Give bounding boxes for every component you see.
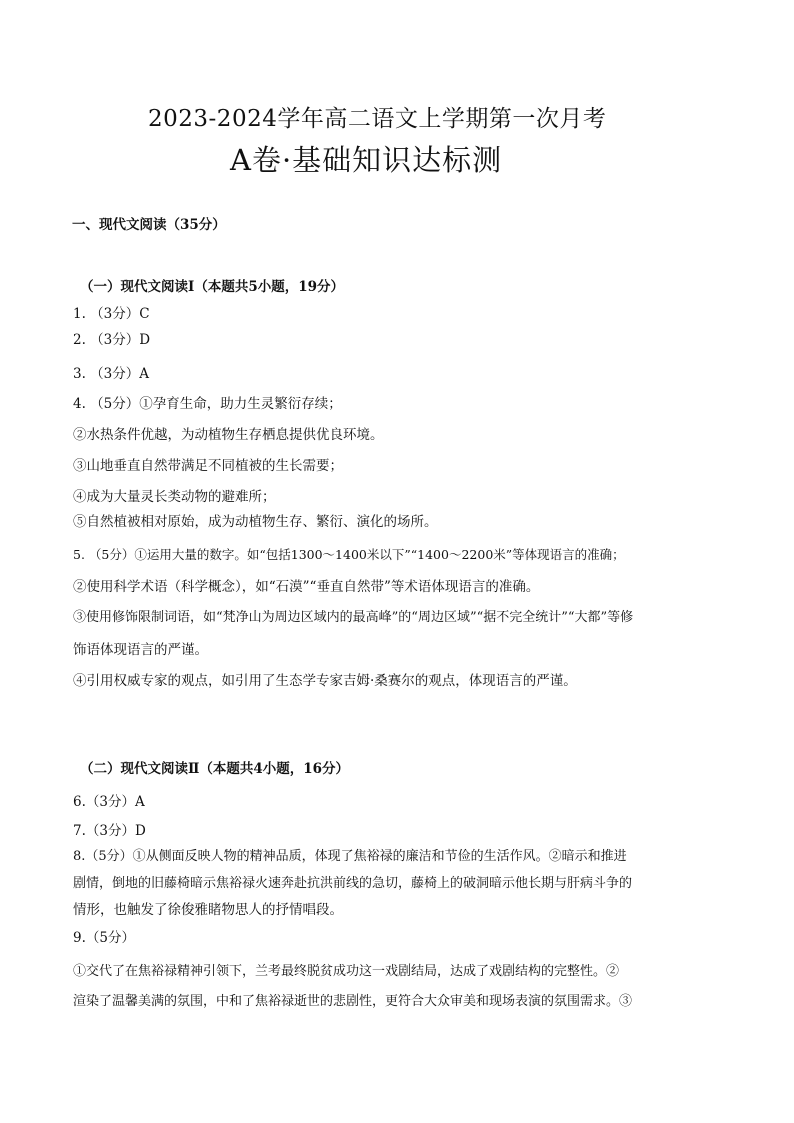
- exam-title: 2023-2024学年高二语文上学期第一次月考: [148, 106, 607, 132]
- answer-line: 6.（3分）A: [73, 794, 145, 810]
- answer-line: 2. （3分）D: [73, 332, 151, 348]
- answer-line: ③使用修饰限制词语，如“梵净山为周边区域内的最高峰”的“周边区域”“据不完全统计”“大都”等修: [73, 610, 634, 625]
- answer-line: 9.（5分）: [73, 930, 135, 946]
- answer-line: 4. （5分）①孕育生命，助力生灵繁衍存续；: [73, 396, 342, 412]
- answer-line: 剧情，倒地的旧藤椅暗示焦裕禄火速奔赴抗洪前线的急切，藤椅上的破洞暗示他长期与肝病斗争的: [73, 876, 633, 891]
- answer-line: 8.（5分）①从侧面反映人物的精神品质，体现了焦裕禄的廉洁和节俭的生活作风。②暗示和推进: [73, 849, 627, 864]
- answer-line: ④引用权威专家的观点，如引用了生态学专家吉姆·桑赛尔的观点，体现语言的严谨。: [73, 673, 577, 689]
- answer-line: 3. （3分）A: [73, 366, 150, 382]
- exam-subtitle: A卷·基础知识达标测: [230, 143, 503, 177]
- answer-line: 饰语体现语言的严谨。: [73, 642, 208, 658]
- answer-line: ②水热条件优越，为动植物生存栖息提供优良环境。: [73, 427, 384, 443]
- section-heading: 一、现代文阅读（35分）: [72, 217, 226, 233]
- answer-line: 渲染了温馨美满的氛围，中和了焦裕禄逝世的悲剧性，更符合大众审美和现场表演的氛围需求。③: [73, 994, 633, 1009]
- answer-line: ③山地垂直自然带满足不同植被的生长需要；: [73, 458, 343, 474]
- answer-line: 5. （5分）①运用大量的数字。如“包括1300～1400米以下”“1400～2200米”等体现语言的准确；: [73, 547, 625, 562]
- answer-line: ⑤自然植被相对原始，成为动植物生存、繁衍、演化的场所。: [73, 514, 438, 530]
- part-heading: （一）现代文阅读Ⅰ（本题共5小题，19分）: [80, 279, 344, 295]
- answer-line: ②使用科学术语（科学概念），如“石漠”“垂直自然带”等术语体现语言的准确。: [73, 579, 540, 595]
- answer-line: 1. （3分）C: [73, 306, 150, 322]
- part-heading: （二）现代文阅读Ⅱ（本题共4小题，16分）: [80, 761, 350, 777]
- answer-line: 7.（3分）D: [73, 823, 146, 839]
- answer-line: ①交代了在焦裕禄精神引领下，兰考最终脱贫成功这一戏剧结局，达成了戏剧结构的完整性。②: [73, 964, 620, 979]
- answer-line: ④成为大量灵长类动物的避难所；: [73, 489, 276, 505]
- answer-line: 情形，也触发了徐俊雅睹物思人的抒情唱段。: [73, 902, 343, 918]
